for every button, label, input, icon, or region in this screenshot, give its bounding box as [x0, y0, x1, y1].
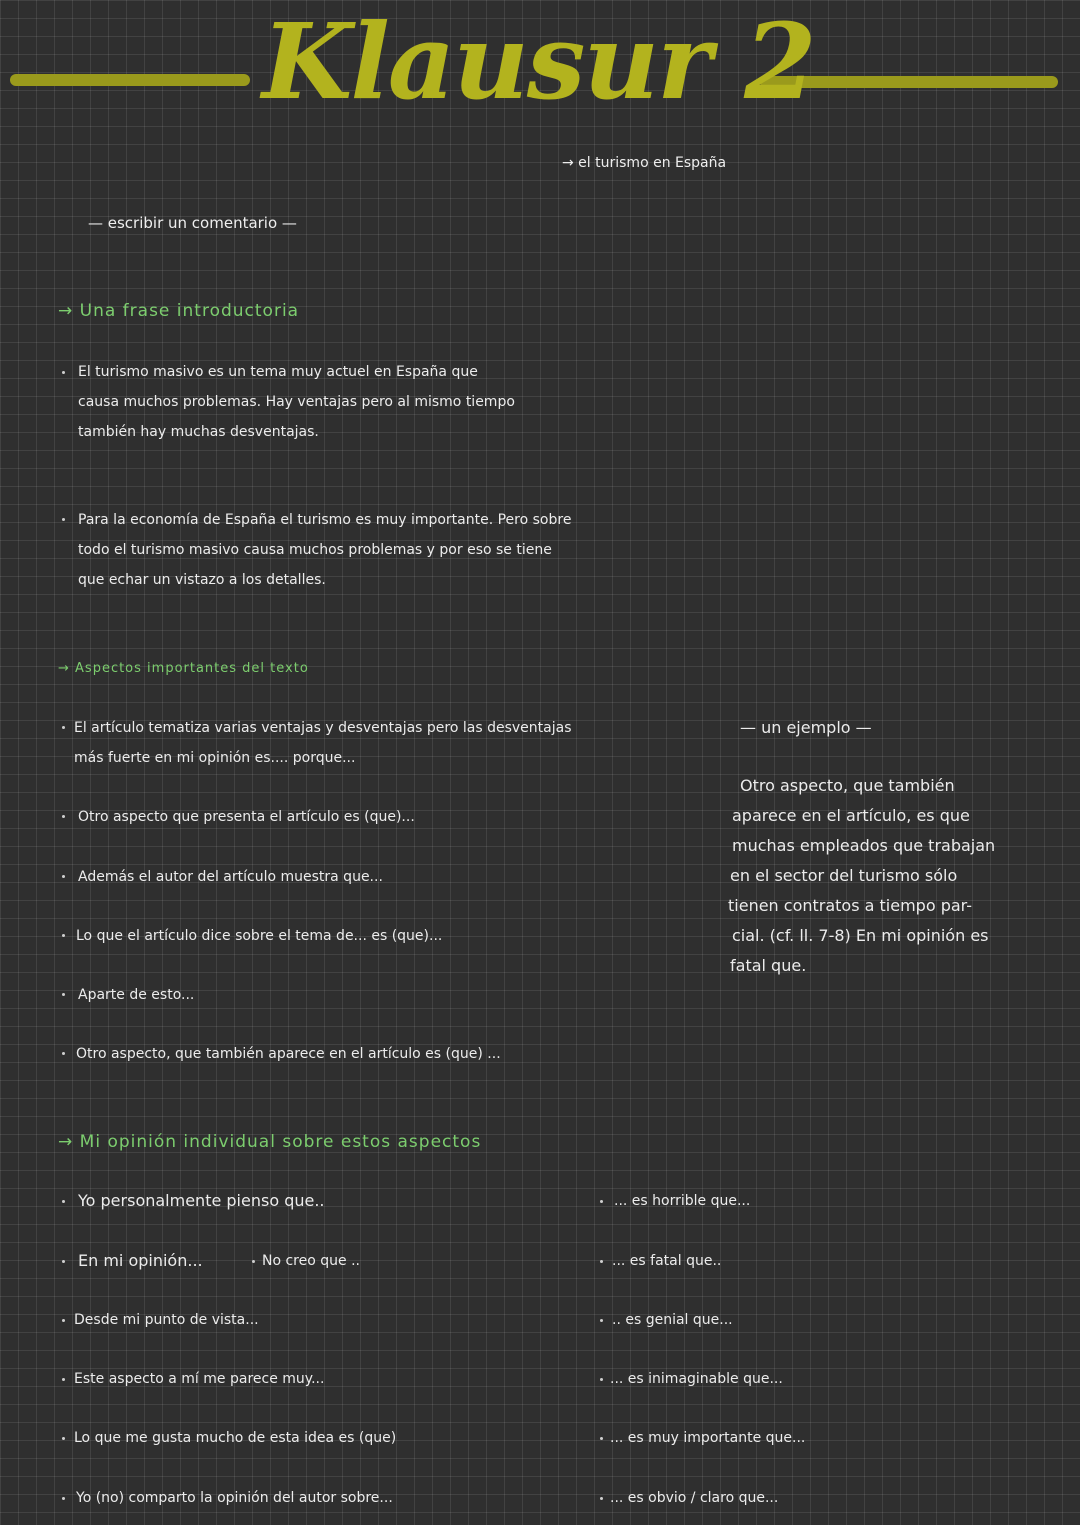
example-line: muchas empleados que trabajan [732, 836, 996, 855]
bullet-dot [62, 875, 65, 878]
aspect-line: El artículo tematiza varias ventajas y desventajas pero las desventajas [74, 720, 572, 736]
page-subtitle: → el turismo en España [562, 155, 727, 171]
opinion-left-line: Yo (no) comparto la opinión del autor sobre... [76, 1490, 393, 1506]
bullet-dot [62, 1052, 65, 1055]
example-line: fatal que. [730, 956, 807, 975]
opinion-left-line: Desde mi punto de vista... [74, 1312, 259, 1328]
aspects-heading: → Aspectos importantes del texto [58, 661, 309, 676]
bullet-dot [62, 1497, 65, 1500]
bullet-dot [62, 815, 65, 818]
opinion-right-line: ... es inimaginable que... [610, 1371, 783, 1387]
bullet-dot [600, 1260, 603, 1263]
bullet-dot [600, 1319, 603, 1322]
bullet-dot [62, 1260, 65, 1263]
bullet-dot [62, 1437, 65, 1440]
intro-p1-line: causa muchos problemas. Hay ventajas pero al mismo tiempo [78, 394, 515, 410]
bullet-dot [62, 371, 65, 374]
aspect-line: Además el autor del artículo muestra que... [78, 869, 383, 885]
bullet-dot [600, 1437, 603, 1440]
opinion-right-line: .. es genial que... [612, 1312, 733, 1328]
bullet-dot [600, 1378, 603, 1381]
intro-p2-line: Para la economía de España el turismo es muy importante. Pero sobre [78, 512, 572, 528]
bullet-dot [62, 934, 65, 937]
opinion-left-line: Este aspecto a mí me parece muy... [74, 1371, 325, 1387]
aspect-line: más fuerte en mi opinión es.... porque... [74, 750, 356, 766]
intro-p1-line: también hay muchas desventajas. [78, 424, 319, 440]
example-heading: — un ejemplo — [740, 718, 872, 737]
title-rule-left [10, 74, 250, 86]
intro-p2-line: todo el turismo masivo causa muchos problemas y por eso se tiene [78, 542, 552, 558]
bullet-dot [62, 1319, 65, 1322]
aspect-line: Aparte de esto... [78, 987, 195, 1003]
aspect-line: Otro aspecto, que también aparece en el artículo es (que) ... [76, 1046, 501, 1062]
bullet-dot [600, 1200, 603, 1203]
opinion-mid-line: No creo que .. [262, 1253, 360, 1269]
example-line: Otro aspecto, que también [740, 776, 955, 795]
opinion-left-line: Lo que me gusta mucho de esta idea es (que) [74, 1430, 397, 1446]
opinion-right-line: ... es fatal que.. [612, 1253, 722, 1269]
aspect-line: Lo que el artículo dice sobre el tema de... es (que)... [76, 928, 443, 944]
opinion-right-line: ... es obvio / claro que... [610, 1490, 779, 1506]
bullet-dot [62, 1378, 65, 1381]
bullet-dot [62, 518, 65, 521]
intro-p1-line: El turismo masivo es un tema muy actuel en España que [78, 364, 478, 380]
bullet-dot [600, 1497, 603, 1500]
example-line: en el sector del turismo sólo [730, 866, 958, 885]
opinion-right-line: ... es muy importante que... [610, 1430, 806, 1446]
example-line: aparece en el artículo, es que [732, 806, 970, 825]
intro-p2-line: que echar un vistazo a los detalles. [78, 572, 326, 588]
bullet-dot [62, 993, 65, 996]
bullet-dot [62, 726, 65, 729]
example-line: cial. (cf. ll. 7-8) En mi opinión es [732, 926, 989, 945]
page-title: Klausur 2 [262, 0, 815, 123]
example-line: tienen contratos a tiempo par- [728, 896, 972, 915]
bullet-dot [62, 1200, 65, 1203]
intro-heading: → Una frase introductoria [58, 301, 300, 321]
bullet-dot [252, 1260, 255, 1263]
opinion-left-line: Yo personalmente pienso que.. [78, 1191, 325, 1210]
task-line: — escribir un comentario — [88, 214, 297, 232]
opinion-left-line: En mi opinión... [78, 1251, 203, 1270]
aspect-line: Otro aspecto que presenta el artículo es (que)... [78, 809, 415, 825]
opinion-heading: → Mi opinión individual sobre estos aspectos [58, 1132, 482, 1152]
opinion-right-line: ... es horrible que... [614, 1193, 751, 1209]
